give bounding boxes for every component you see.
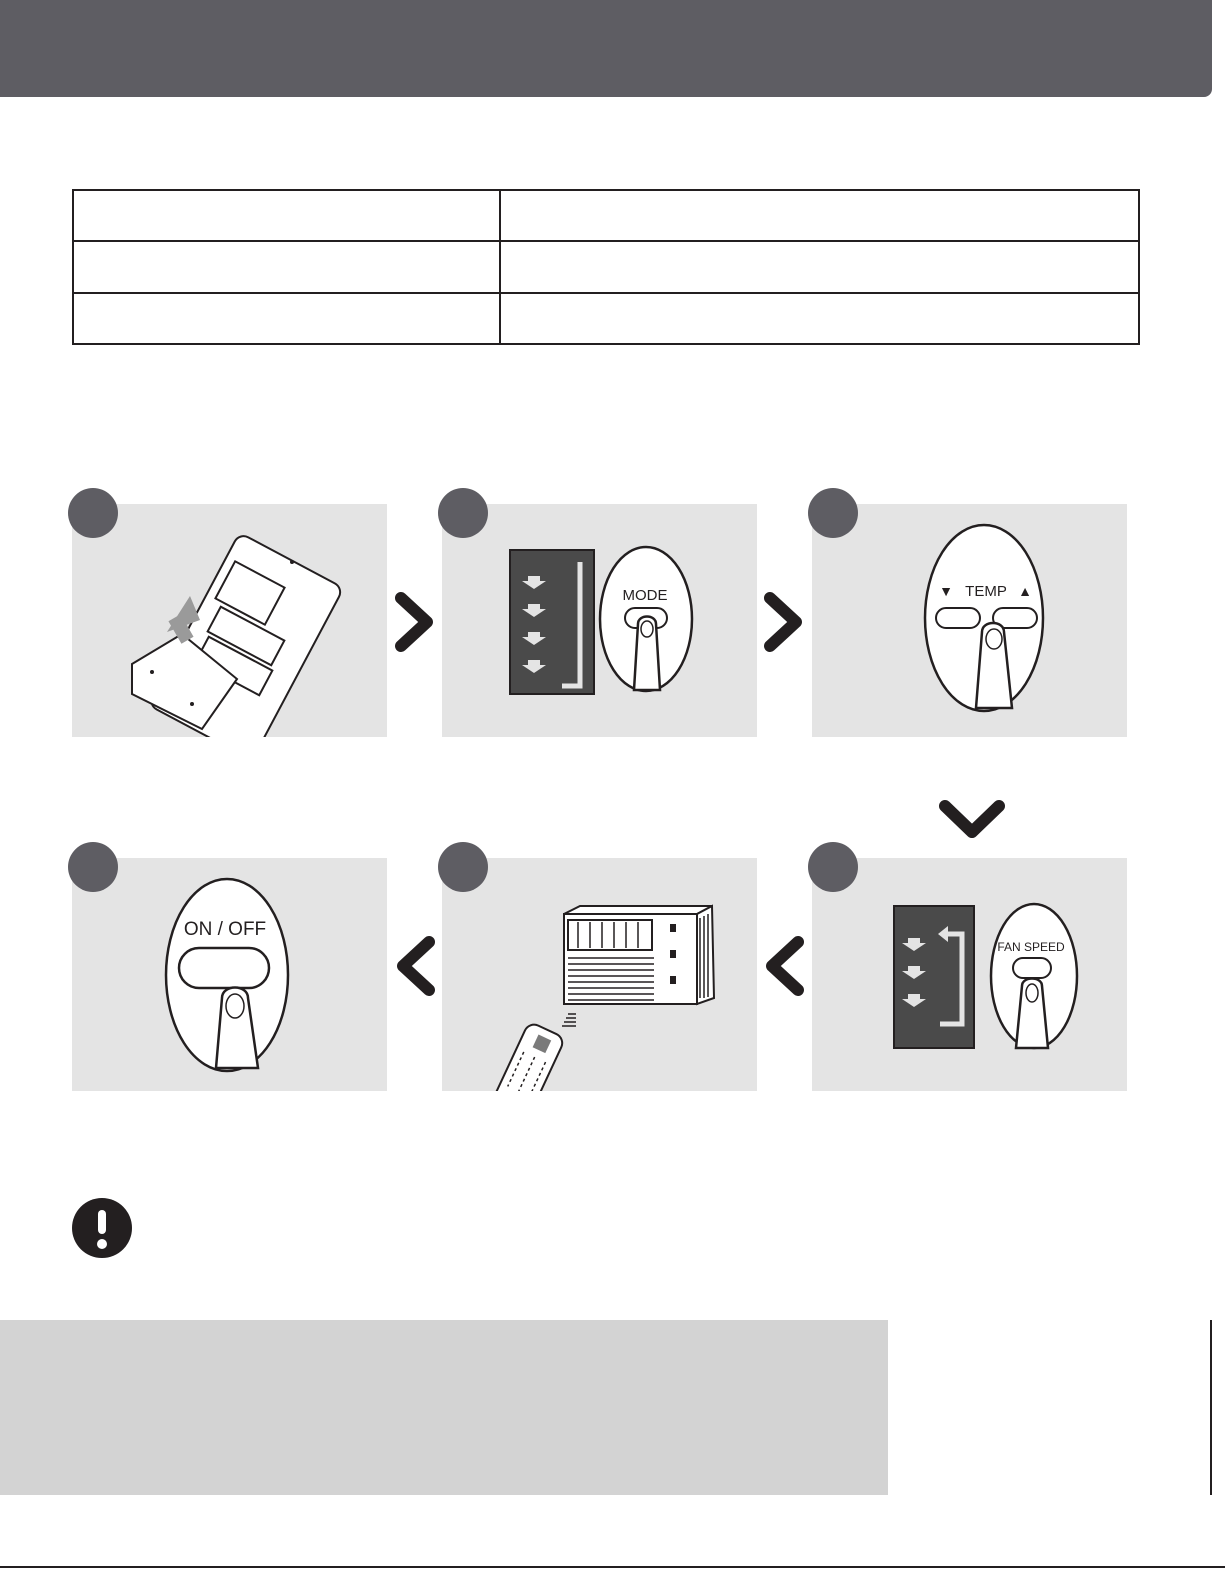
fan-speed-button[interactable] bbox=[1013, 958, 1051, 978]
step-3-panel bbox=[812, 504, 1127, 737]
table-row bbox=[73, 190, 1139, 241]
spec-table bbox=[72, 189, 1140, 345]
step-3-badge bbox=[808, 488, 858, 538]
temp-illustration bbox=[812, 504, 1127, 737]
finger-icon bbox=[1016, 979, 1048, 1049]
temp-down-arrow: ▼ bbox=[939, 583, 953, 599]
on-off-button[interactable] bbox=[179, 948, 269, 988]
table-row bbox=[73, 293, 1139, 344]
chevron-right-icon bbox=[393, 592, 439, 652]
step-2-panel bbox=[442, 504, 757, 737]
table-cell bbox=[73, 241, 500, 292]
table-cell bbox=[500, 241, 1139, 292]
chevron-left-icon bbox=[393, 936, 439, 996]
signal-icon bbox=[562, 1014, 576, 1026]
fan-speed-button-label: FAN SPEED bbox=[997, 940, 1065, 954]
ac-top bbox=[564, 906, 712, 914]
table-cell bbox=[500, 293, 1139, 344]
on-off-button-label: ON / OFF bbox=[183, 919, 267, 940]
temp-up-arrow: ▲ bbox=[1018, 583, 1032, 599]
temp-down-button[interactable] bbox=[936, 608, 980, 628]
chevron-left-icon bbox=[762, 936, 808, 996]
fan-speed-illustration bbox=[812, 858, 1127, 1091]
on-off-illustration bbox=[72, 858, 387, 1091]
remote-battery-illustration bbox=[72, 504, 387, 737]
table-cell bbox=[73, 190, 500, 241]
step-5-panel bbox=[442, 858, 757, 1091]
mode-button-label: MODE bbox=[622, 587, 668, 604]
step-6-panel bbox=[812, 858, 1127, 1091]
table-cell bbox=[73, 293, 500, 344]
step-4-panel bbox=[72, 858, 387, 1091]
step-5-badge bbox=[438, 842, 488, 892]
page-edge-rule bbox=[1210, 1320, 1212, 1495]
chevron-right-icon bbox=[762, 592, 808, 652]
air-conditioner-illustration bbox=[442, 858, 757, 1091]
table-cell bbox=[500, 190, 1139, 241]
step-4-badge bbox=[68, 842, 118, 892]
chevron-down-icon bbox=[937, 796, 1007, 842]
table-row bbox=[73, 241, 1139, 292]
temp-button-label: TEMP bbox=[965, 583, 1007, 600]
remote-icon bbox=[491, 1021, 565, 1091]
header-bar bbox=[0, 0, 1212, 97]
step-2-badge bbox=[438, 488, 488, 538]
exclamation-icon bbox=[72, 1198, 132, 1258]
step-1-panel bbox=[72, 504, 387, 737]
finger-icon bbox=[634, 617, 660, 691]
step-1-badge bbox=[68, 488, 118, 538]
footer-rule bbox=[0, 1566, 1225, 1568]
step-6-badge bbox=[808, 842, 858, 892]
note-box bbox=[0, 1320, 888, 1495]
mode-illustration bbox=[442, 504, 757, 737]
